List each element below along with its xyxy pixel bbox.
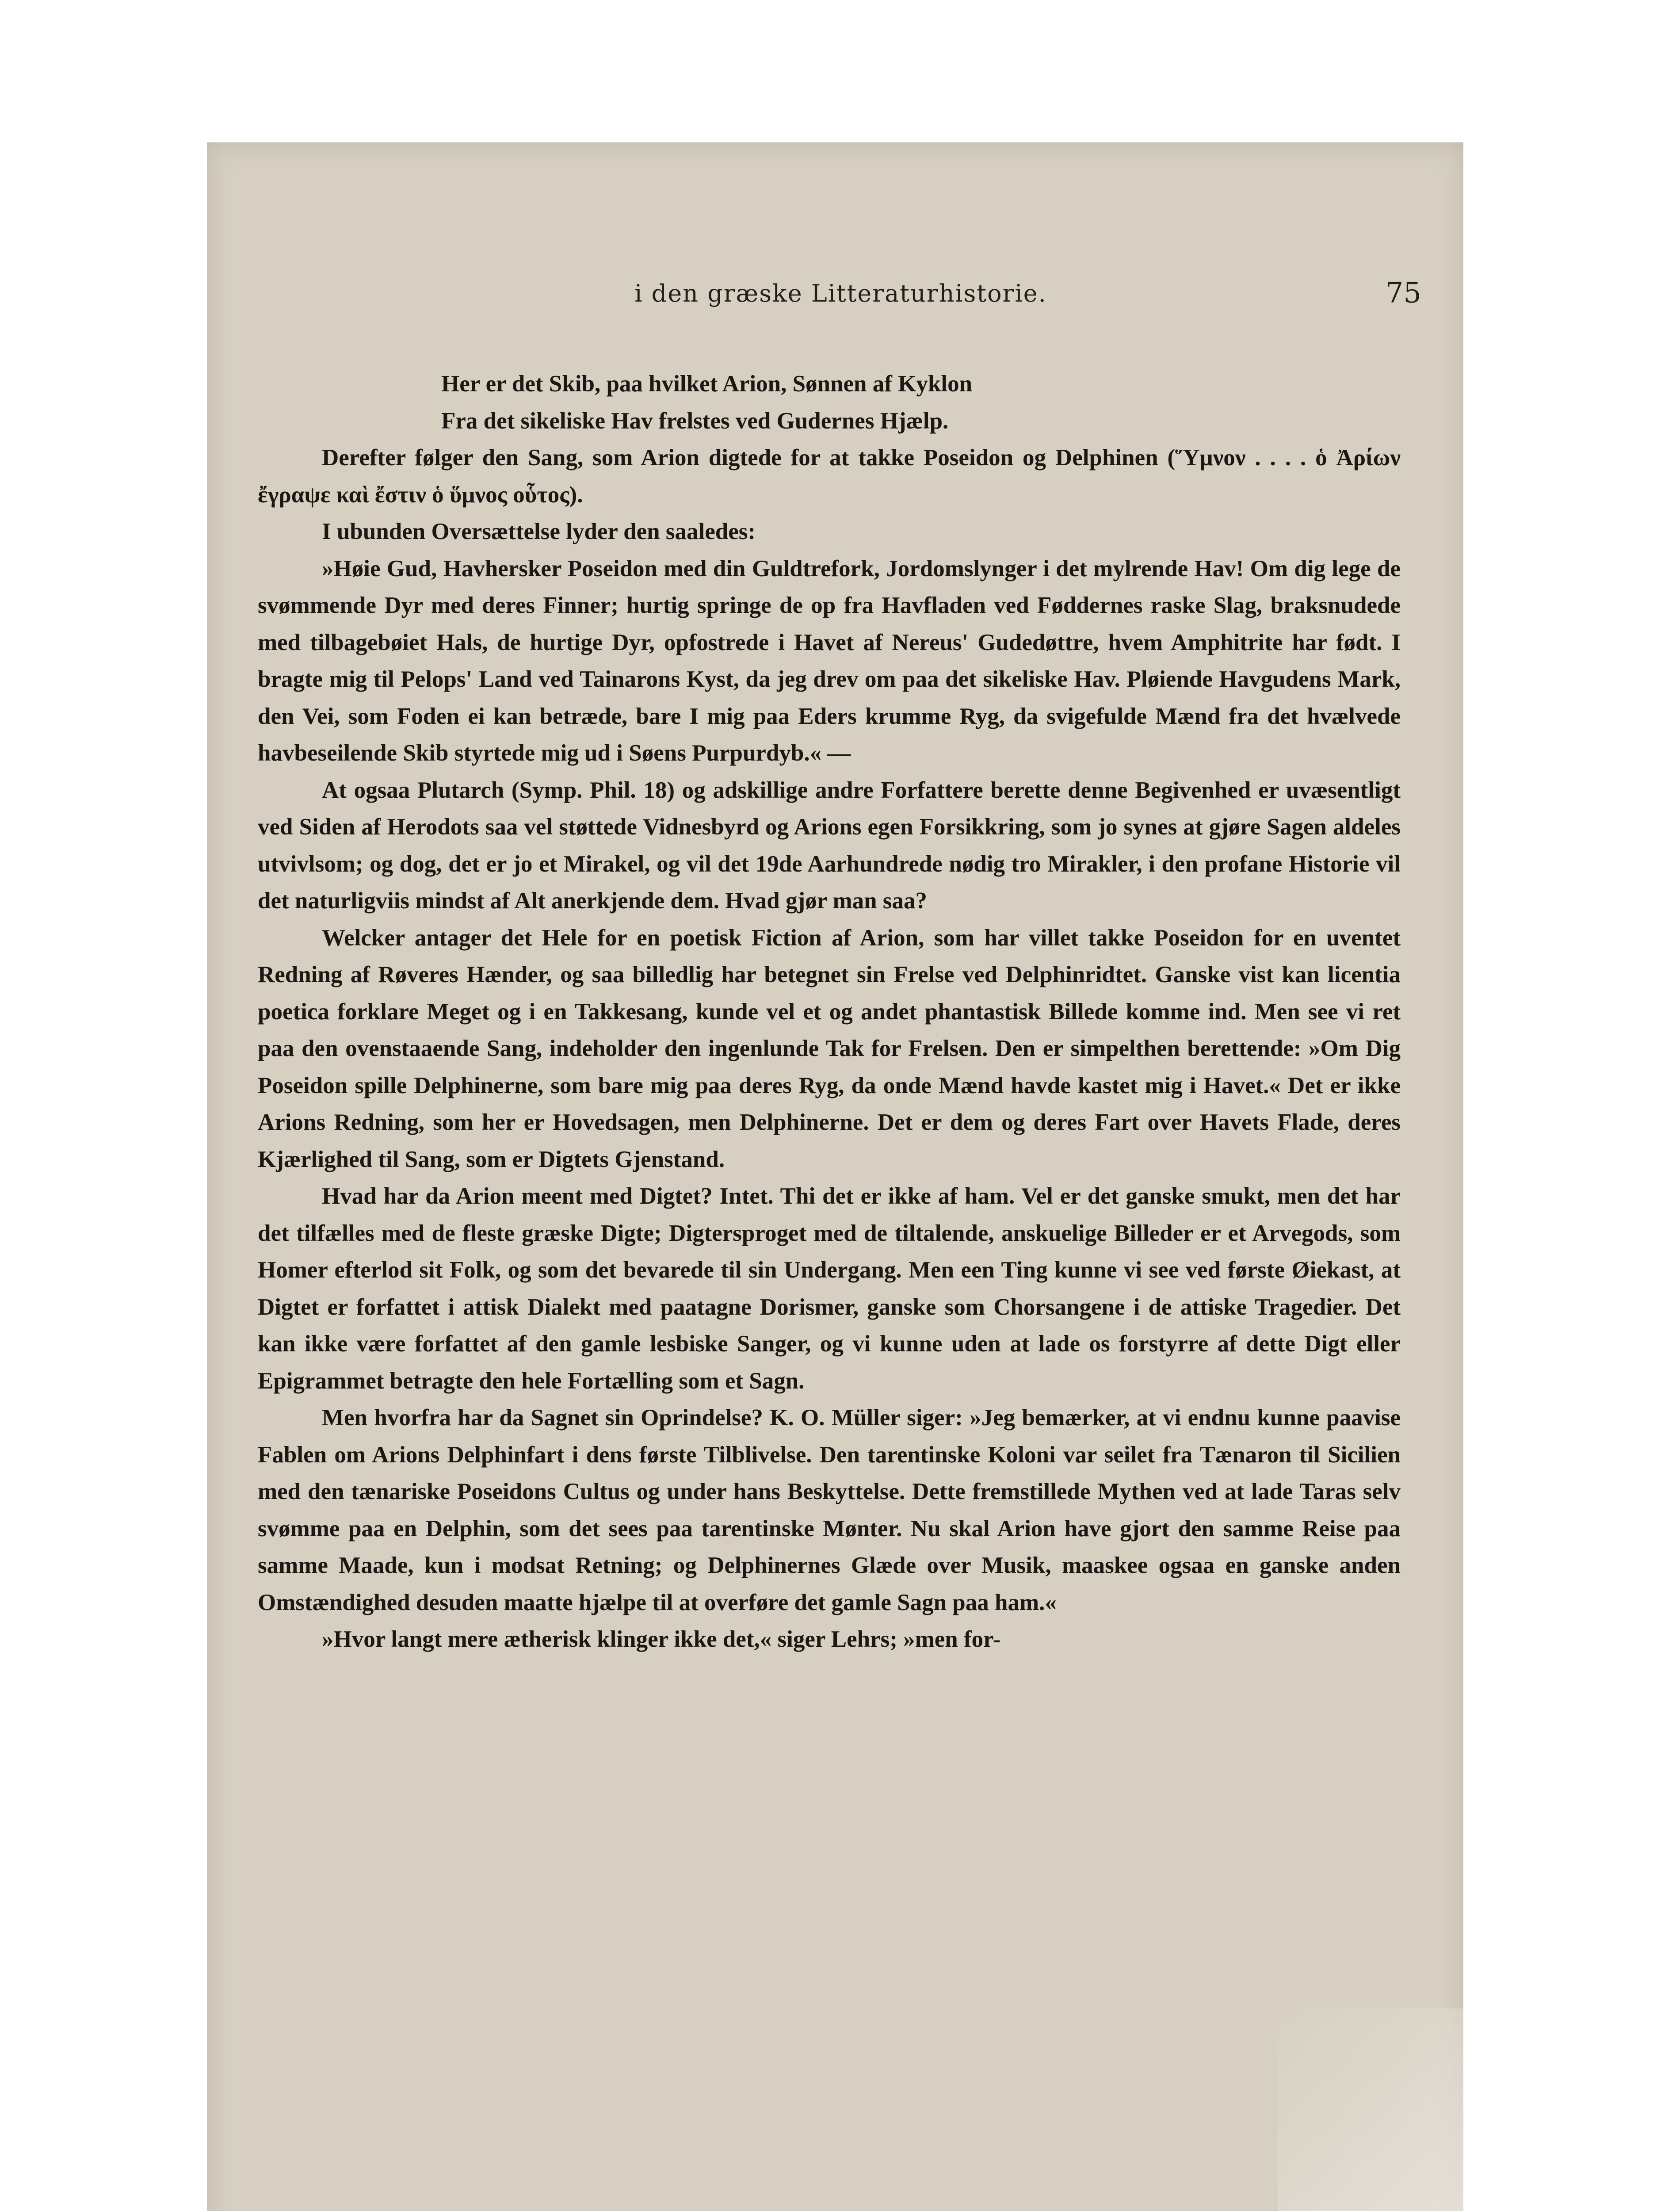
verse-line: Her er det Skib, paa hvilket Arion, Sønnen af Kyklon [441,371,973,397]
paragraph: I ubunden Oversættelse lyder den saaledes: [322,519,756,544]
scanned-page [207,142,1463,2211]
page-corner-shading [1278,2008,1463,2211]
paragraph: »Høie Gud, Havhersker Poseidon med din Guldtrefork, Jordomslynger i det mylrende Hav! Om dig lege de svømmende Dyr med deres Finner; hurtig springe de op fra Havfladen ved Føddernes raske Slag, braksnudede med tilbagebøiet Hals, de hurtige Dyr, opfostrede i Havet af Nereus' Gudedøttre, hvem Amphitrite har født. I bragte mig til Pelops' Land ved Tainarons Kyst, da jeg drev om paa det sikeliske Hav. Pløiende Havgudens Mark, den Vei, som Foden ei kan betræde, bare I mig paa Eders krumme Ryg, da svigefulde Mænd fra det hvælvede havbeseilende Skib styrtede mig ud i Søens Purpurdyb.« — [258,555,1401,766]
paragraph: Welcker antager det Hele for en poetisk Fiction af Arion, som har villet takke Poseidon for en uventet Redning af Røveres Hænder, og saa billedlig har betegnet sin Frelse ved Delphinridtet. Ganske vist kan licentia poetica forklare Meget og i en Takkesang, kunde vel et og andet phantastisk Billede komme ind. Men see vi ret paa den ovenstaaende Sang, indeholder den ingenlunde Tak for Frelsen. Den er simpelthen berettende: »Om Dig Poseidon spille Delphinerne, som bare mig paa deres Ryg, da onde Mænd havde kastet mig i Havet.« Det er ikke Arions Redning, som her er Hovedsagen, men Delphinerne. Det er dem og deres Fart over Havets Flade, deres Kjærlighed til Sang, som er Digtets Gjenstand. [258,925,1401,1172]
paragraph: Derefter følger den Sang, som Arion digtede for at takke Poseidon og Delphinen (Ὕμνον . . . . ὁ Ἀρίων ἔγραψε καὶ ἔστιν ὁ ὕμνος οὗτος). [258,445,1401,508]
body-text [258,366,1401,1658]
paragraph: Men hvorfra har da Sagnet sin Oprindelse? K. O. Müller siger: »Jeg bemærker, at vi endnu kunne paavise Fablen om Arions Delphinfart i dens første Tilblivelse. Den tarentinske Koloni var seilet fra Tænaron til Sicilien med den tænariske Poseidons Cultus og under hans Beskyttelse. Dette fremstillede Mythen ved at lade Taras selv svømme paa en Delphin, som det sees paa tarentinske Mønter. Nu skal Arion have gjort den samme Reise paa samme Maade, kun i modsat Retning; og Delphinernes Glæde over Musik, maaskee ogsaa en ganske anden Omstændighed desuden maatte hjælpe til at overføre det gamle Sagn paa ham.« [258,1405,1401,1615]
running-head [260,279,1421,319]
running-head-title: i den græske Litteraturhistorie. [634,279,1047,307]
verse-line: Fra det sikeliske Hav frelstes ved Gudernes Hjælp. [441,408,949,434]
paragraph: Hvad har da Arion meent med Digtet? Intet. Thi det er ikke af ham. Vel er det ganske smukt, men det har det tilfælles med de fleste græske Digte; Digtersproget med de tiltalende, anskuelige Billeder er et Arvegods, som Homer efterlod sit Folk, og som det bevarede til sin Undergang. Men een Ting kunne vi see ved første Øiekast, at Digtet er forfattet i attisk Dialekt med paatagne Dorismer, ganske som Chorsangene i de attiske Tragedier. Det kan ikke være forfattet af den gamle lesbiske Sanger, og vi kunne uden at lade os forstyrre af dette Digt eller Epigrammet betragte den hele Fortælling som et Sagn. [258,1183,1401,1394]
paragraph: »Hvor langt mere ætherisk klinger ikke det,« siger Lehrs; »men for- [322,1626,1001,1652]
page-number: 75 [1385,277,1421,310]
paragraph: At ogsaa Plutarch (Symp. Phil. 18) og adskillige andre Forfattere berette denne Begivenhed er uvæsentligt ved Siden af Herodots saa vel støttede Vidnesbyrd og Arions egen Forsikkring, som jo synes at gjøre Sagen aldeles utvivlsom; og dog, det er jo et Mirakel, og vil det 19de Aarhundrede nødig tro Mirakler, i den profane Historie vil det naturligviis mindst af Alt anerkjende dem. Hvad gjør man saa? [258,777,1401,914]
